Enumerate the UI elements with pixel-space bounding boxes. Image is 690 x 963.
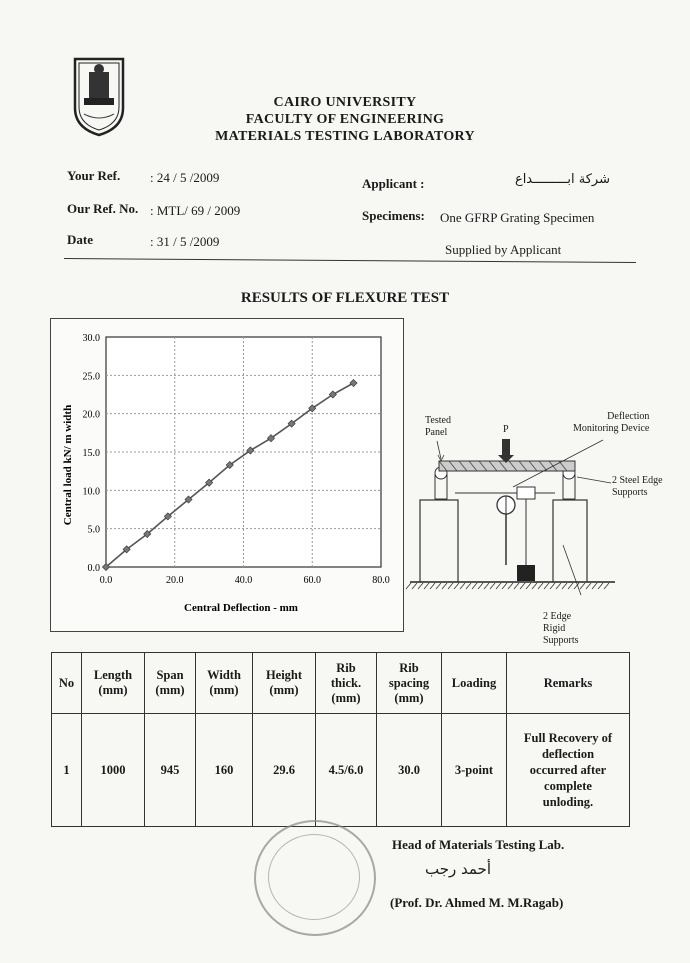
signature-title: Head of Materials Testing Lab. (392, 837, 565, 852)
applicant-value: شركة ابـــــــــداع (514, 172, 610, 187)
y-tick-label: 20.0 (82, 409, 100, 421)
y-axis-label: Central load kN/ m width (62, 404, 74, 526)
section-title: RESULTS OF FLEXURE TEST (240, 290, 450, 306)
cell-span: 945 (145, 714, 196, 827)
x-tick-label: 20.0 (166, 575, 184, 586)
applicant-label: Applicant : (362, 176, 425, 191)
date-value: : 31 / 5 /2009 (150, 234, 220, 249)
stamp-inner-ring (268, 834, 360, 920)
y-tick-label: 0.0 (87, 563, 100, 574)
official-stamp (254, 820, 376, 936)
specimens-value: One GFRP Grating Specimen (440, 210, 595, 225)
flexure-chart (50, 318, 404, 632)
cell-no: 1 (52, 714, 82, 827)
col-loading: Loading (442, 653, 507, 714)
col-height: Height (mm) (253, 653, 316, 714)
col-rib-spacing: Rib spacing (mm) (377, 653, 442, 714)
our-ref-label: Our Ref. No. (67, 201, 139, 216)
cell-width: 160 (196, 714, 253, 827)
x-tick-label: 40.0 (234, 575, 253, 586)
signature-arabic: أحمد رجب (425, 860, 491, 878)
col-width: Width (mm) (196, 653, 253, 714)
chart-svg (51, 319, 403, 631)
cell-length: 1000 (82, 714, 145, 827)
y-tick-label: 5.0 (87, 524, 100, 536)
y-tick-label: 25.0 (82, 371, 100, 383)
rigid-supports-label: 2 Edge Rigid Supports (543, 611, 579, 646)
our-ref-value: : MTL/ 69 / 2009 (150, 203, 241, 218)
test-setup-diagram (405, 405, 690, 655)
cell-rib-thick: 4.5/6.0 (316, 714, 377, 827)
specimens-label: Specimens: (362, 208, 425, 223)
faculty-name: FACULTY OF ENGINEERING (245, 112, 445, 127)
results-table (51, 652, 630, 827)
cell-loading: 3-point (442, 714, 507, 827)
x-axis-label: Central Deflection - mm (184, 602, 298, 614)
col-remarks: Remarks (507, 653, 630, 714)
tested-panel-label: Tested Panel (425, 415, 451, 438)
cell-rib-spacing: 30.0 (377, 714, 442, 827)
date-label: Date (67, 232, 93, 247)
col-length: Length (mm) (82, 653, 145, 714)
x-tick-label: 0.0 (99, 575, 113, 586)
x-tick-label: 80.0 (372, 575, 390, 586)
cell-remarks: Full Recovery of deflection occurred after complete unloding. (507, 714, 630, 827)
cell-height: 29.6 (253, 714, 316, 827)
col-span: Span (mm) (145, 653, 196, 714)
supplied-value: Supplied by Applicant (445, 242, 562, 257)
university-name: CAIRO UNIVERSITY (273, 95, 417, 110)
lab-name: MATERIALS TESTING LABORATORY (215, 129, 475, 144)
x-tick-label: 60.0 (303, 575, 321, 586)
your-ref-value: : 24 / 5 /2009 (150, 170, 220, 185)
header-divider (64, 258, 636, 263)
table-row (52, 714, 630, 827)
your-ref-label: Your Ref. (67, 168, 121, 183)
y-tick-label: 10.0 (82, 486, 100, 498)
load-p-label: P (503, 424, 509, 435)
col-rib-thick: Rib thick. (mm) (316, 653, 377, 714)
deflection-device-label: Deflection Monitoring Device (573, 411, 650, 434)
y-tick-label: 15.0 (82, 448, 100, 459)
col-no: No (52, 653, 82, 714)
steel-supports-label: 2 Steel Edge Supports (612, 475, 663, 498)
y-tick-label: 30.0 (82, 333, 100, 344)
table-header-row (52, 653, 630, 714)
signatory-name: (Prof. Dr. Ahmed M. M.Ragab) (390, 895, 564, 910)
